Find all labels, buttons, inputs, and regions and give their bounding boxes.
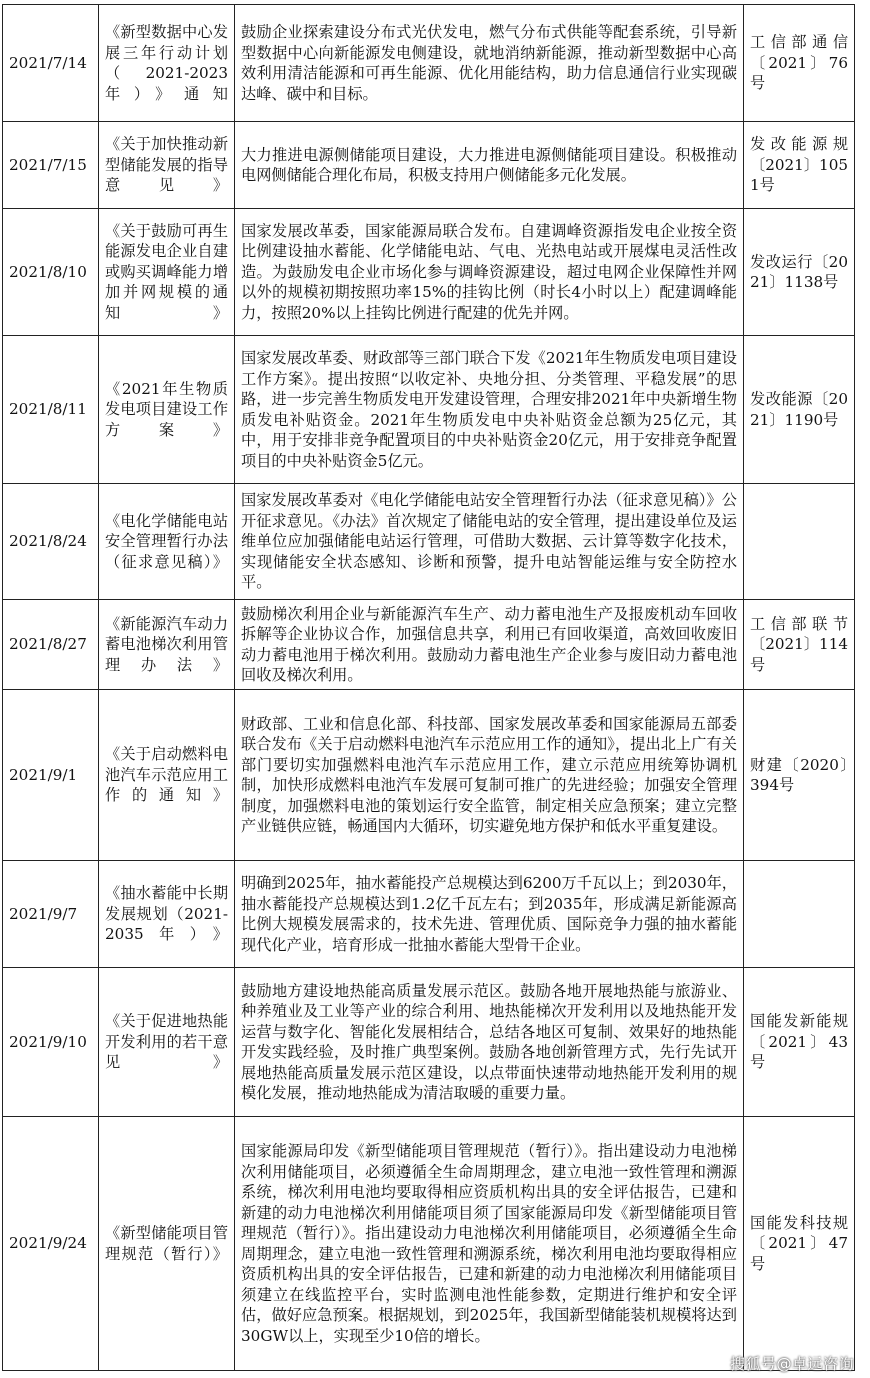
table-row (3, 5, 855, 122)
policy-content-cell: 鼓励企业探索建设分布式光伏发电，燃气分布式供能等配套系统，引导新型数据中心向新能源发电侧建设，就地消纳新能源，推动新型数据中心高效利用清洁能源和可再生能源、优化用能结构，助力信息通信行业实现碳达峰、碳中和目标。 (235, 5, 744, 122)
policy-name-cell: 《抽水蓄能中长期发展规划（2021-2035年）》 (99, 861, 235, 968)
table-row (3, 690, 855, 861)
document-number-cell: 发改能源〔2021〕1190号 (744, 336, 855, 484)
date-cell: 2021/8/10 (3, 209, 99, 336)
document-number-cell (744, 861, 855, 968)
policy-content-cell: 明确到2025年，抽水蓄能投产总规模达到6200万千瓦以上；到2030年，抽水蓄能投产总规模达到1.2亿千瓦左右；到2035年，形成满足新能源高比例大规模发展需求的，技术先进、管理优质、国际竞争力强的抽水蓄能现代化产业，培育形成一批抽水蓄能大型骨干企业。 (235, 861, 744, 968)
policy-name-cell: 《新型数据中心发展三年行动计划（2021-2023年）》通知 (99, 5, 235, 122)
policy-name-cell: 《关于启动燃料电池汽车示范应用工作的通知》 (99, 690, 235, 861)
document-number-cell: 发改运行〔2021〕1138号 (744, 209, 855, 336)
policy-name-cell: 《新型储能项目管理规范（暂行）》 (99, 1117, 235, 1371)
table-row (3, 209, 855, 336)
date-cell: 2021/8/24 (3, 484, 99, 600)
table-row (3, 122, 855, 209)
policy-name-cell: 《关于促进地热能开发利用的若干意见》 (99, 968, 235, 1117)
policy-name-cell: 《关于鼓励可再生能源发电企业自建或购买调峰能力增加并网规模的通知》 (99, 209, 235, 336)
date-cell: 2021/7/15 (3, 122, 99, 209)
policy-name-cell: 《2021年生物质发电项目建设工作方案》 (99, 336, 235, 484)
policy-content-cell: 大力推进电源侧储能项目建设，大力推进电源侧储能项目建设。积极推动电网侧储能合理化布局，积极支持用户侧储能多元化发展。 (235, 122, 744, 209)
date-cell: 2021/8/11 (3, 336, 99, 484)
date-cell: 2021/7/14 (3, 5, 99, 122)
date-cell: 2021/8/27 (3, 600, 99, 690)
policy-content-cell: 国家发展改革委、财政部等三部门联合下发《2021年生物质发电项目建设工作方案》。提出按照“以收定补、央地分担、分类管理、平稳发展”的思路，进一步完善生物质发电开发建设管理，合理安排2021年中央新增生物质发电补贴资金。2021年生物质发电中央补贴资金总额为25亿元，其中，用于安排非竞争配置项目的中央补贴资金20亿元，用于安排竞争配置项目的中央补贴资金5亿元。 (235, 336, 744, 484)
document-number-cell: 发改能源规〔2021〕1051号 (744, 122, 855, 209)
document-number-cell: 国能发新能规〔2021〕43号 (744, 968, 855, 1117)
date-cell: 2021/9/7 (3, 861, 99, 968)
document-number-cell: 工信部联节〔2021〕114号 (744, 600, 855, 690)
policy-content-cell: 国家发展改革委对《电化学储能电站安全管理暂行办法（征求意见稿）》公开征求意见。《办法》首次规定了储能电站的安全管理，提出建设单位及运维单位应加强储能电站运行管理，可借助大数据、云计算等数字化技术，实现储能安全状态感知、诊断和预警，提升电站智能运维与安全防控水平。 (235, 484, 744, 600)
policy-content-cell: 鼓励地方建设地热能高质量发展示范区。鼓励各地开展地热能与旅游业、种养殖业及工业等产业的综合利用、地热能梯次开发利用以及地热能开发运营与数字化、智能化发展相结合，总结各地区可复制、效果好的地热能开发实践经验，及时推广典型案例。鼓励各地创新管理方式，先行先试开展地热能高质量发展示范区建设，以点带面快速带动地热能开发利用的规模化发展，推动地热能成为清洁取暖的重要力量。 (235, 968, 744, 1117)
table-row (3, 861, 855, 968)
date-cell: 2021/9/10 (3, 968, 99, 1117)
policy-table (2, 4, 855, 1371)
table-row (3, 600, 855, 690)
policy-name-cell: 《关于加快推动新型储能发展的指导意见》 (99, 122, 235, 209)
table-row (3, 484, 855, 600)
document-number-cell: 财建〔2020〕394号 (744, 690, 855, 861)
policy-content-cell: 鼓励梯次利用企业与新能源汽车生产、动力蓄电池生产及报废机动车回收拆解等企业协议合作，加强信息共享，利用已有回收渠道，高效回收废旧动力蓄电池用于梯次利用。鼓励动力蓄电池生产企业参与废旧动力蓄电池回收及梯次利用。 (235, 600, 744, 690)
date-cell: 2021/9/24 (3, 1117, 99, 1371)
document-number-cell (744, 484, 855, 600)
policy-content-cell: 国家能源局印发《新型储能项目管理规范（暂行）》。指出建设动力电池梯次利用储能项目，必须遵循全生命周期理念，建立电池一致性管理和溯源系统，梯次利用电池均要取得相应资质机构出具的安全评估报告，已建和新建的动力电池梯次利用储能项目须了国家能源局印发《新型储能项目管理规范（暂行）》。指出建设动力电池梯次利用储能项目，必须遵循全生命周期理念，建立电池一致性管理和溯源系统，梯次利用电池均要取得相应资质机构出具的安全评估报告，已建和新建的动力电池梯次利用储能项目须建立在线监控平台，实时监测电池性能参数，定期进行维护和安全评估，做好应急预案。根据规划，到2025年，我国新型储能装机规模将达到30GW以上，实现至少10倍的增长。 (235, 1117, 744, 1371)
policy-name-cell: 《新能源汽车动力蓄电池梯次利用管理办法》 (99, 600, 235, 690)
document-number-cell: 工信部通信〔2021〕76号 (744, 5, 855, 122)
table-row (3, 1117, 855, 1371)
policy-content-cell: 国家发展改革委，国家能源局联合发布。自建调峰资源指发电企业按全资比例建设抽水蓄能、化学储能电站、气电、光热电站或开展煤电灵活性改造。为鼓励发电企业市场化参与调峰资源建设，超过电网企业保障性并网以外的规模初期按照功率15%的挂钩比例（时长4小时以上）配建调峰能力，按照20%以上挂钩比例进行配建的优先并网。 (235, 209, 744, 336)
policy-name-cell: 《电化学储能电站安全管理暂行办法（征求意见稿）》 (99, 484, 235, 600)
watermark: 搜狐号@卓远咨询 (729, 1355, 854, 1373)
policy-content-cell: 财政部、工业和信息化部、科技部、国家发展改革委和国家能源局五部委联合发布《关于启动燃料电池汽车示范应用工作的通知》，提出北上广有关部门要切实加强燃料电池汽车示范应用工作，建立示范应用统筹协调机制，加快形成燃料电池汽车发展可复制可推广的先进经验；加强安全管理制度，加强燃料电池的策划运行安全监管，制定相关应急预案；建立完整产业链供应链，畅通国内大循环，切实避免地方保护和低水平重复建设。 (235, 690, 744, 861)
table-row (3, 968, 855, 1117)
policy-table-body (3, 5, 855, 1371)
table-row (3, 336, 855, 484)
document-number-cell: 国能发科技规〔2021〕47号 (744, 1117, 855, 1371)
date-cell: 2021/9/1 (3, 690, 99, 861)
